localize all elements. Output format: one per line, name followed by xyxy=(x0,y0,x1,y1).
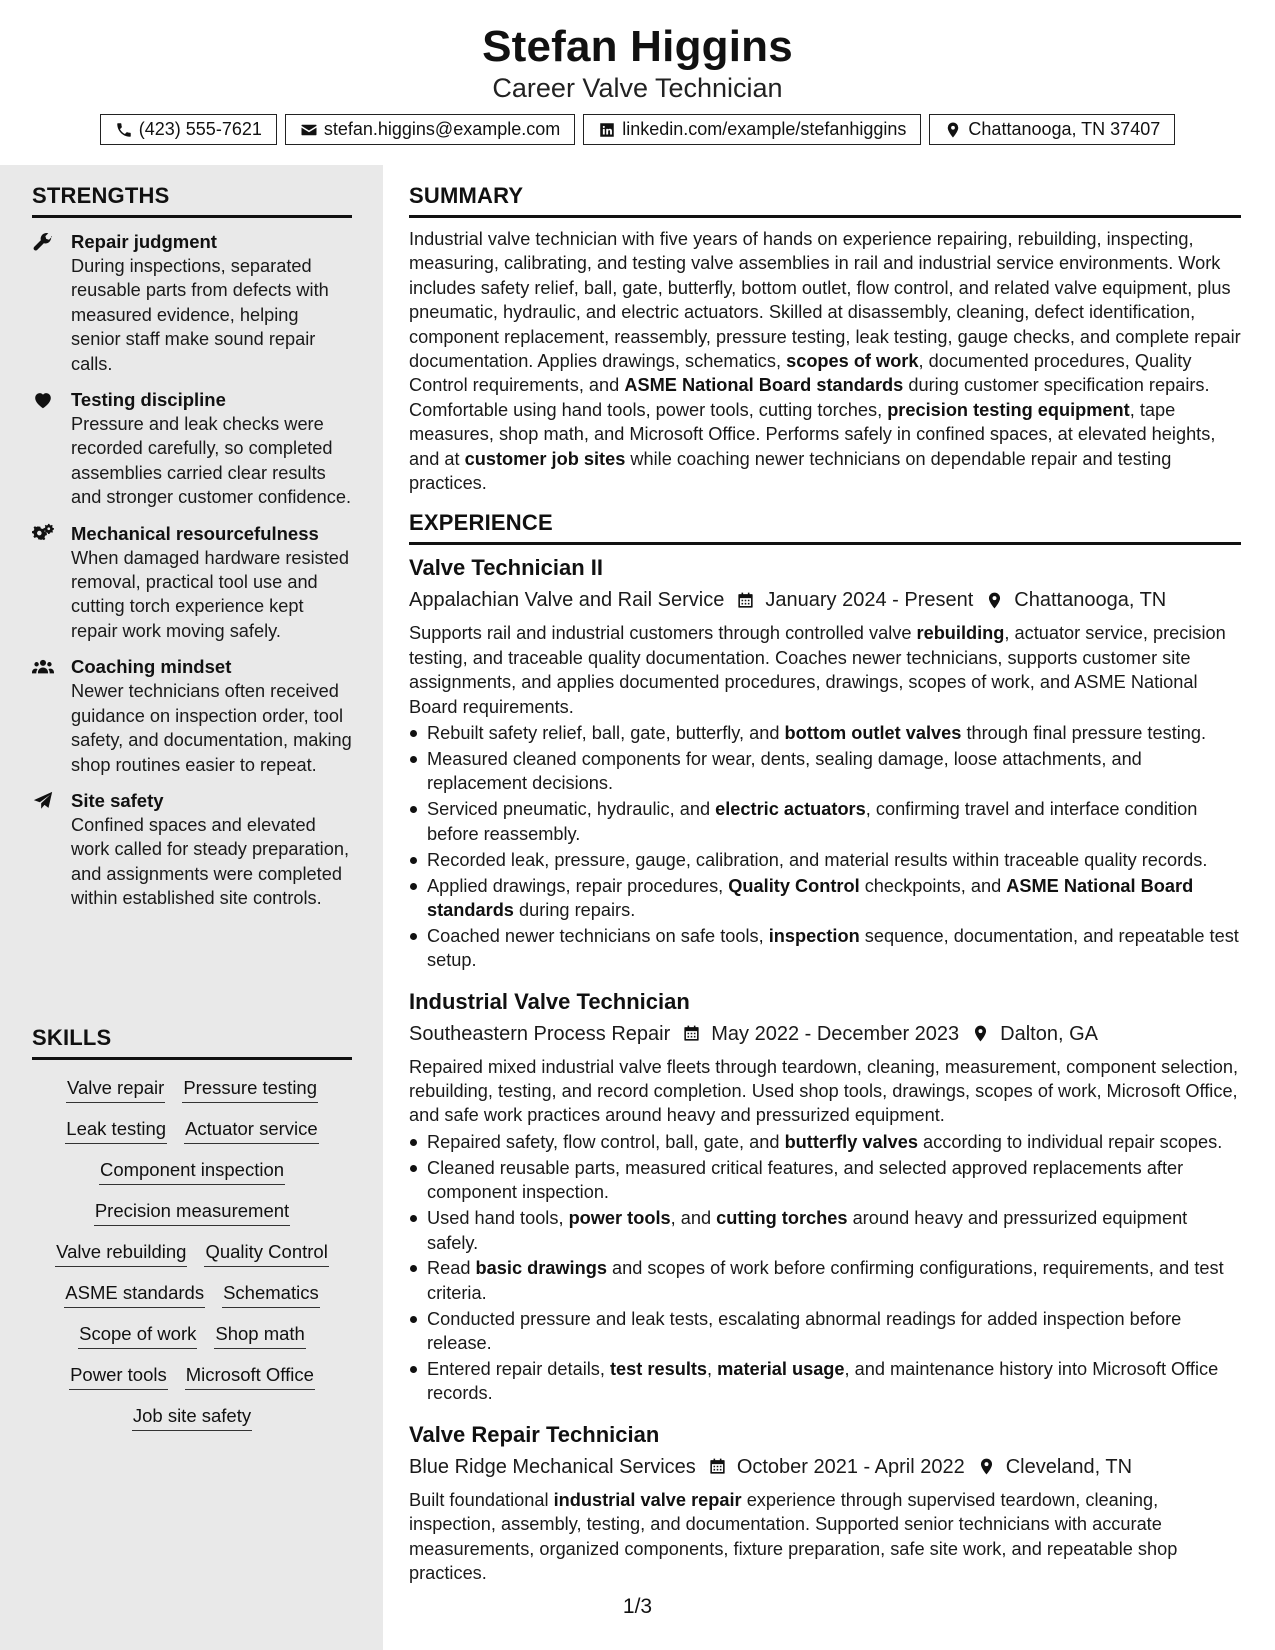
bullet-item: Used hand tools, power tools, and cutting torches around heavy and pressurized equipment safely. xyxy=(409,1206,1241,1255)
strength-title: Mechanical resourcefulness xyxy=(71,522,319,544)
job-company: Appalachian Valve and Rail Service xyxy=(409,589,725,612)
candidate-name: Stefan Higgins xyxy=(482,22,793,71)
job-dates: October 2021 - April 2022 xyxy=(736,1455,965,1478)
gears-icon xyxy=(32,523,54,545)
emphasis-text: electric actuators xyxy=(715,799,866,820)
bullet-item: Conducted pressure and leak tests, escalating abnormal readings for added inspection before release. xyxy=(409,1307,1241,1356)
contact-phone-text: (423) 555-7621 xyxy=(138,119,262,139)
emphasis-text: Quality Control xyxy=(728,875,860,896)
bullet-item: Entered repair details, test results, material usage, and maintenance history into Microsoft Office records. xyxy=(409,1357,1241,1406)
map-pin-icon xyxy=(977,1457,996,1476)
job-meta xyxy=(409,1452,1241,1482)
bullet-item: Measured cleaned components for wear, dents, sealing damage, loose attachments, and replacement decisions. xyxy=(409,747,1241,796)
contact-location-text: Chattanooga, TN 37407 xyxy=(968,119,1161,139)
bullet-item: Coached newer technicians on safe tools, inspection sequence, documentation, and repeatable test setup. xyxy=(409,924,1241,973)
job-entry xyxy=(409,987,1241,1406)
calendar-icon xyxy=(736,591,755,610)
strength-item xyxy=(32,654,352,777)
emphasis-text: scopes of work xyxy=(786,351,919,372)
emphasis-text: precision testing equipment xyxy=(887,399,1130,420)
bullet-item: Read basic drawings and scopes of work before confirming configurations, requirements, and test criteria. xyxy=(409,1256,1241,1305)
strength-title: Repair judgment xyxy=(71,231,217,252)
skill-tag: Schematics xyxy=(222,1280,320,1308)
calendar-icon xyxy=(708,1457,727,1476)
map-pin-icon xyxy=(944,121,962,139)
skill-tag: Power tools xyxy=(69,1362,168,1390)
map-pin-icon xyxy=(985,591,1004,610)
skill-tag: Job site safety xyxy=(132,1403,252,1431)
page-number: 1/3 xyxy=(622,1595,653,1618)
emphasis-text: material usage xyxy=(717,1359,845,1380)
job-dates: January 2024 - Present xyxy=(765,589,974,612)
skill-tag: Precision measurement xyxy=(94,1198,290,1226)
job-meta xyxy=(409,585,1241,615)
bullet-item: Applied drawings, repair procedures, Quality Control checkpoints, and ASME National Board standards during repairs. xyxy=(409,874,1241,923)
map-pin-icon xyxy=(971,1024,990,1043)
job-meta xyxy=(409,1019,1241,1049)
job-description: Repaired mixed industrial valve fleets through teardown, cleaning, measurement, component selection, rebuilding, testing, and record completion. Used shop tools, drawings, scopes of work, Microsoft Office, and safe work practices around heavy and pressurized equipment. xyxy=(409,1056,1238,1126)
strength-desc: Pressure and leak checks were recorded carefully, so completed assemblies carried clear results and stronger customer confidence. xyxy=(71,414,352,508)
job-company: Blue Ridge Mechanical Services xyxy=(409,1455,696,1478)
job-title: Industrial Valve Technician xyxy=(409,988,690,1014)
skill-tag: Component inspection xyxy=(99,1157,285,1185)
skill-tag: Actuator service xyxy=(184,1116,319,1144)
main-column xyxy=(409,165,1241,1650)
job-description: Built foundational industrial valve repair experience through supervised teardown, cleaning, inspection, assembly, testing, and documentation. Supported senior technicians with accurate measurements, organized components, fixture preparation, safe site work, and repeatable shop practices. xyxy=(409,1489,1178,1584)
strength-item xyxy=(32,521,352,644)
contact-location xyxy=(929,114,1175,145)
strength-item xyxy=(32,229,352,376)
emphasis-text: ASME National Board standards xyxy=(427,875,1194,920)
wrench-icon xyxy=(32,231,54,253)
job-location: Dalton, GA xyxy=(1000,1022,1098,1045)
skill-tag: Valve repair xyxy=(66,1075,165,1103)
emphasis-text: inspection xyxy=(768,925,860,946)
emphasis-text: customer job sites xyxy=(464,448,626,469)
emphasis-text: butterfly valves xyxy=(784,1131,918,1152)
job-bullets xyxy=(409,721,1241,973)
skill-tag: Scope of work xyxy=(78,1321,197,1349)
skill-tag: ASME standards xyxy=(64,1280,205,1308)
bullet-item: Recorded leak, pressure, gauge, calibration, and material results within traceable quality records. xyxy=(409,848,1241,872)
bullet-item: Repaired safety, flow control, ball, gate, and butterfly valves according to individual repair scopes. xyxy=(409,1130,1241,1154)
summary-text: Industrial valve technician with five years of hands on experience repairing, rebuilding, inspecting, measuring, calibrating, and testing valve assemblies in rail and industrial service environments. Work includes safety relief, ball, gate, butterfly, bottom outlet, flow control, and related valve equipment, plus pneumatic, hydraulic, and electric actuators. Skilled at disassembly, cleaning, defect identification, component replacement, reassembly, pressure testing, leak testing, gauge checks, and complete repair documentation. Applies drawings, schematics, scopes of work, documented procedures, Quality Control requirements, and ASME National Board standards during customer specification repairs. Comfortable using hand tools, power tools, cutting torches, precision testing equipment, tape measures, shop math, and Microsoft Office. Performs safely in confined spaces, at elevated heights, and at customer job sites while coaching newer technicians on dependable repair and testing practices. xyxy=(409,229,1241,494)
linkedin-icon xyxy=(598,121,616,139)
skill-tag: Microsoft Office xyxy=(185,1362,315,1390)
contact-bar xyxy=(0,114,1275,145)
strength-title: Testing discipline xyxy=(71,389,226,411)
bullet-item: Cleaned reusable parts, measured critical features, and selected approved replacements after component inspection. xyxy=(409,1156,1241,1205)
strength-desc: Confined spaces and elevated work called for steady preparation, and assignments were completed within established site controls. xyxy=(71,814,350,909)
emphasis-text: industrial valve repair xyxy=(553,1489,742,1510)
contact-linkedin-text: linkedin.com/example/stefanhiggins xyxy=(622,119,907,139)
calendar-icon xyxy=(682,1024,701,1043)
emphasis-text: power tools xyxy=(568,1208,671,1229)
strengths-section xyxy=(32,183,352,911)
job-entry xyxy=(409,553,1241,972)
strengths-heading: STRENGTHS xyxy=(32,183,352,218)
job-entry xyxy=(409,1420,1241,1586)
summary-heading: SUMMARY xyxy=(409,183,1241,218)
skill-tag: Quality Control xyxy=(204,1239,328,1267)
emphasis-text: ASME National Board standards xyxy=(624,375,904,396)
skill-tag: Pressure testing xyxy=(182,1075,318,1103)
candidate-role: Career Valve Technician xyxy=(492,73,783,103)
bullet-item: Serviced pneumatic, hydraulic, and electric actuators, confirming travel and interface condition before reassembly. xyxy=(409,797,1241,846)
strength-desc: When damaged hardware resisted removal, practical tool use and cutting torch experience kept repair work moving safely. xyxy=(71,547,350,641)
contact-email-text: stefan.higgins@example.com xyxy=(323,119,561,139)
paper-plane-icon xyxy=(32,790,54,812)
strength-item xyxy=(32,788,352,911)
users-icon xyxy=(32,656,54,678)
strength-title: Site safety xyxy=(71,789,164,811)
heart-icon xyxy=(32,389,54,411)
skills-heading: SKILLS xyxy=(32,1025,352,1060)
emphasis-text: test results xyxy=(610,1359,708,1380)
bullet-item: Rebuilt safety relief, ball, gate, butterfly, and bottom outlet valves through final pressure testing. xyxy=(409,721,1241,745)
phone-icon xyxy=(115,121,133,139)
skill-tag: Leak testing xyxy=(65,1116,167,1144)
strength-title: Coaching mindset xyxy=(71,656,232,678)
skill-tag: Shop math xyxy=(214,1321,305,1349)
job-location: Chattanooga, TN xyxy=(1014,589,1167,612)
resume-header xyxy=(0,0,1275,165)
skill-tag: Valve rebuilding xyxy=(55,1239,187,1267)
job-bullets xyxy=(409,1130,1241,1406)
sidebar xyxy=(0,165,383,1650)
job-description: Supports rail and industrial customers through controlled valve rebuilding, actuator service, precision testing, and traceable quality documentation. Coaches newer technicians, supports customer site assignments, and applies documented procedures, drawings, scopes of work, and ASME National Board requirements. xyxy=(409,623,1226,717)
envelope-icon xyxy=(300,121,318,139)
emphasis-text: cutting torches xyxy=(716,1208,848,1229)
strength-desc: During inspections, separated reusable parts from defects with measured evidence, helping senior staff make sound repair calls. xyxy=(71,256,329,374)
contact-email[interactable] xyxy=(285,114,575,145)
strength-desc: Newer technicians often received guidance on inspection order, tool safety, and documentation, making shop routines easier to repeat. xyxy=(71,681,352,775)
contact-linkedin[interactable] xyxy=(583,114,921,145)
job-company: Southeastern Process Repair xyxy=(409,1022,671,1045)
job-location: Cleveland, TN xyxy=(1005,1455,1133,1478)
experience-heading: EXPERIENCE xyxy=(409,510,1241,545)
skills-list xyxy=(32,1075,352,1431)
emphasis-text: basic drawings xyxy=(475,1258,607,1279)
job-title: Valve Repair Technician xyxy=(409,1421,660,1447)
job-title: Valve Technician II xyxy=(409,555,604,581)
contact-phone[interactable] xyxy=(100,114,277,145)
emphasis-text: bottom outlet valves xyxy=(784,723,962,744)
job-dates: May 2022 - December 2023 xyxy=(711,1022,960,1045)
skills-section xyxy=(32,1025,352,1431)
emphasis-text: rebuilding xyxy=(916,623,1005,644)
strength-item xyxy=(32,387,352,510)
